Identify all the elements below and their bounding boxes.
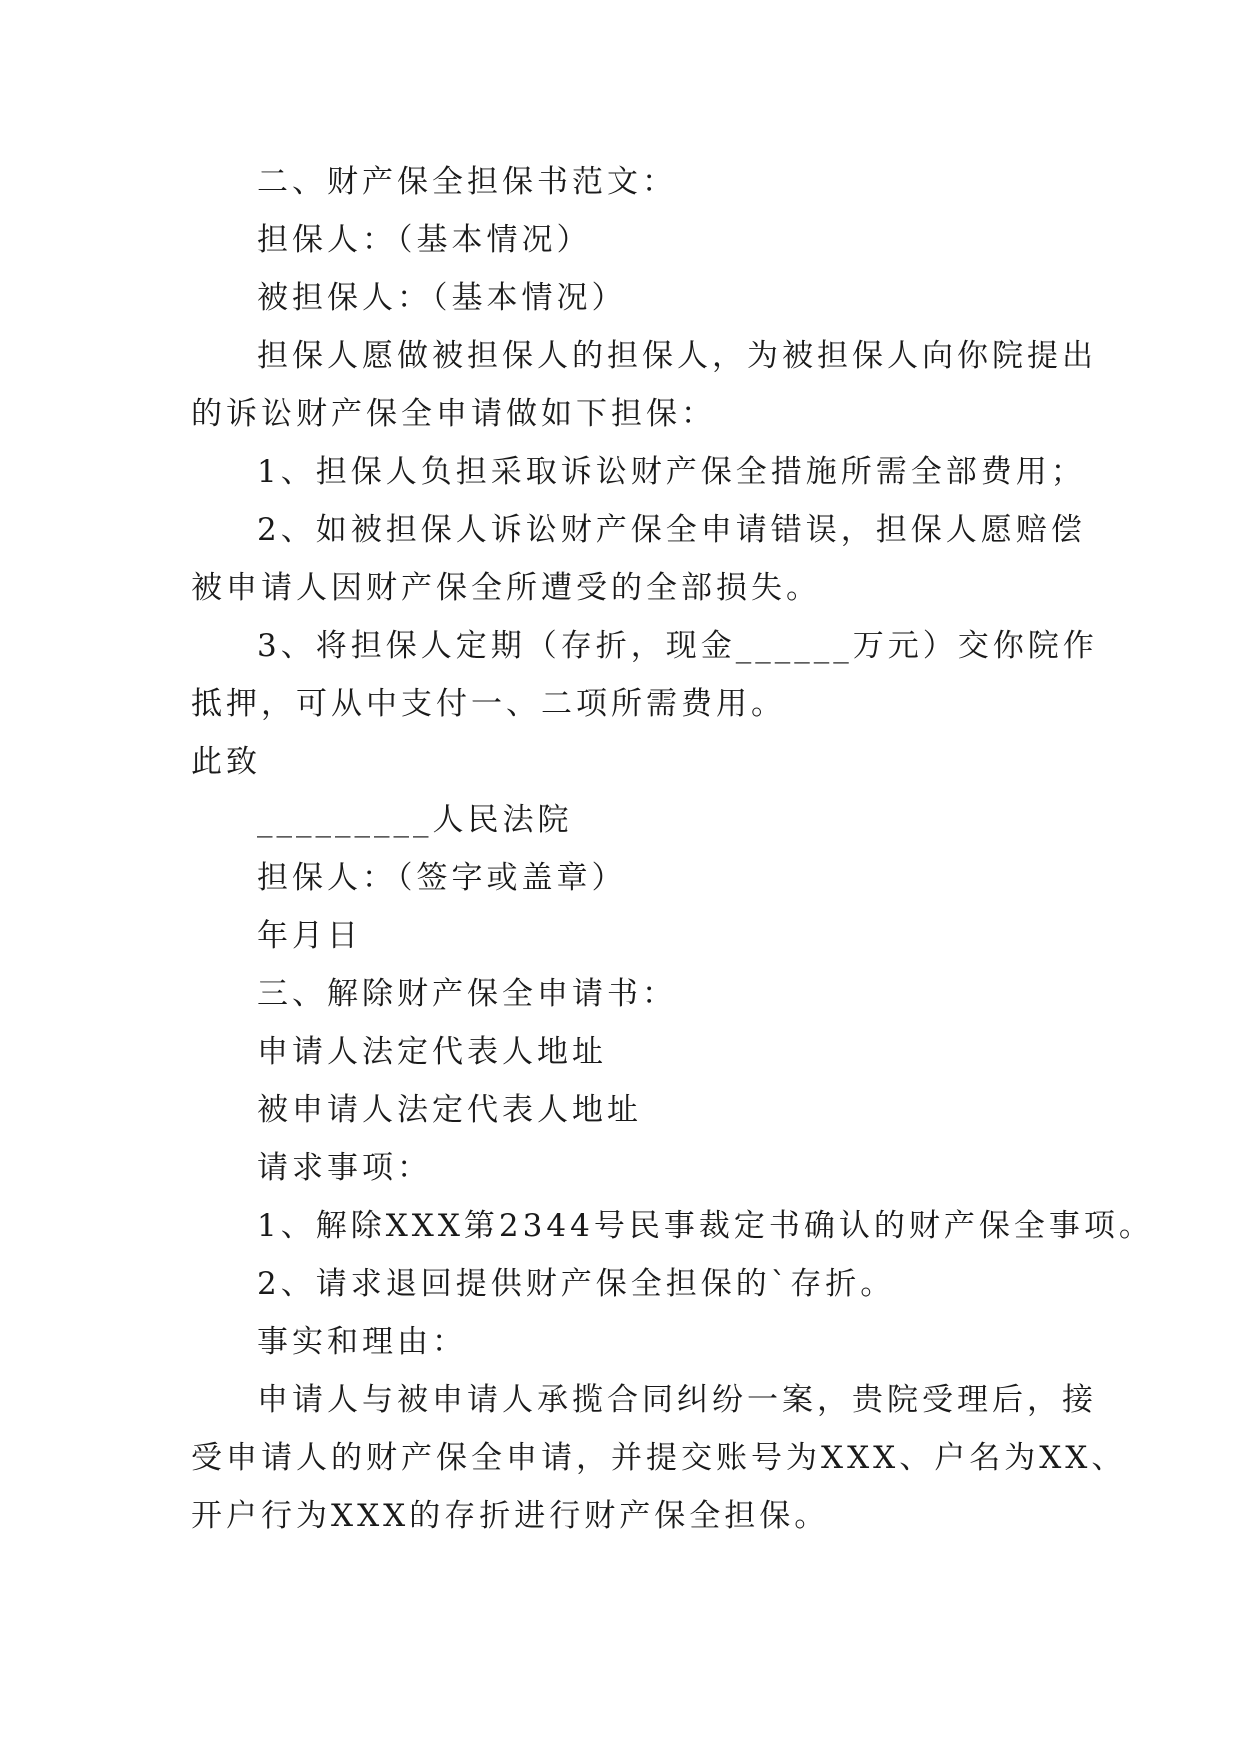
facts-heading: 事实和理由： xyxy=(257,1324,467,1360)
signature-line: 担保人：（签字或盖章） xyxy=(257,860,627,896)
paragraph-line: 开户行为XXX的存折进行财产保全担保。 xyxy=(191,1498,830,1534)
list-item: 2、如被担保人诉讼财产保全申请错误，担保人愿赔偿 xyxy=(257,512,1086,548)
applicant-info: 申请人法定代表人地址 xyxy=(257,1034,607,1070)
respondent-info: 被申请人法定代表人地址 xyxy=(257,1092,642,1128)
paragraph-line: 申请人与被申请人承揽合同纠纷一案，贵院受理后，接 xyxy=(257,1382,1097,1418)
date-line: 年月日 xyxy=(257,918,362,954)
paragraph-line: 抵押，可从中支付一、二项所需费用。 xyxy=(191,686,786,722)
guaranteed-party-info: 被担保人：（基本情况） xyxy=(257,280,627,316)
paragraph-line: 的诉讼财产保全申请做如下担保： xyxy=(191,396,716,432)
guarantor-info: 担保人：（基本情况） xyxy=(257,222,592,258)
list-item: 1、担保人负担采取诉讼财产保全措施所需全部费用； xyxy=(257,454,1086,490)
paragraph-line: 受申请人的财产保全申请，并提交账号为XXX、户名为XX、 xyxy=(191,1440,1127,1476)
section-heading-release-application: 三、解除财产保全申请书： xyxy=(257,976,677,1012)
list-item: 3、将担保人定期（存折，现金______万元）交你院作 xyxy=(257,628,1098,664)
salutation: 此致 xyxy=(191,744,261,780)
section-heading-guarantee-letter: 二、财产保全担保书范文： xyxy=(257,164,677,200)
recipient-court: _________人民法院 xyxy=(257,802,573,838)
list-item: 1、解除XXX第2344号民事裁定书确认的财产保全事项。 xyxy=(257,1208,1154,1244)
paragraph-line: 担保人愿做被担保人的担保人，为被担保人向你院提出 xyxy=(257,338,1097,374)
paragraph-line: 被申请人因财产保全所遭受的全部损失。 xyxy=(191,570,821,606)
list-item: 2、请求退回提供财产保全担保的`存折。 xyxy=(257,1266,896,1302)
request-heading: 请求事项： xyxy=(257,1150,432,1186)
